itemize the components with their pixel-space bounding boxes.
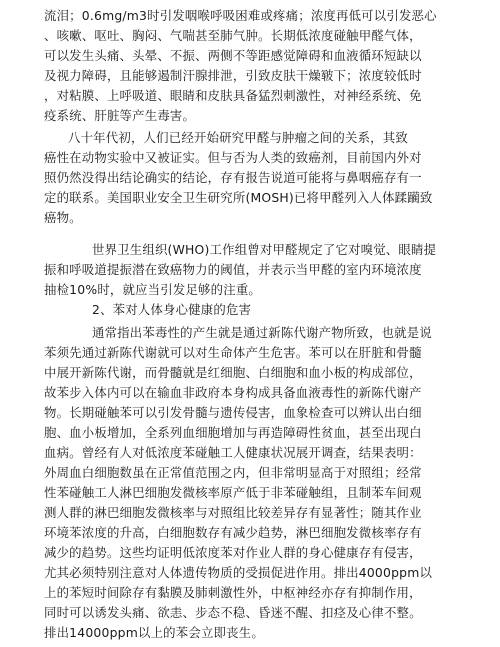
text-line: ，对粘膜、上呼吸道、眼睛和皮肤具备猛烈刺激性，对神经系统、免 [44, 88, 422, 103]
text-line: 苯须先通过新陈代谢就可以对生命体产生危害。苯可以在肝脏和骨髓 [44, 345, 422, 360]
text-line: 抽检10%时，就应当引发足够的注重。 [44, 282, 261, 297]
text-line: 排出14000ppm以上的苯会立即丧生。 [44, 625, 264, 640]
text-line: 可以发生头痛、头晕、不振、两侧不等距感觉障碍和血液循环短缺以 [44, 48, 422, 63]
text-line: 尤其必须特别注意对人体遗传物质的受损促进作用。排出4000ppm以 [44, 565, 433, 580]
text-line: 、咳嗽、呕吐、胸闷、气喘甚至肺气肿。长期低浓度碰触甲醛气体， [44, 28, 422, 43]
text-line: 上的苯短时间除存有黏膜及肺刺激性外，中枢神经亦存有抑制作用， [44, 585, 422, 600]
text-line: 流泪；0.6mg/m3时引发咽喉呼吸困难或疼痛；浓度再低可以引发恶心 [44, 8, 437, 23]
text-line: 照仍然没得出结论确实的结论，存有报告说道可能将与鼻咽癌存有一 [44, 170, 422, 185]
text-line: 癌物。 [44, 210, 82, 225]
paragraph-start-line: 世界卫生组织(WHO)工作组曾对甲醛规定了它对嗅觉、眼睛提 [92, 242, 437, 257]
text-line: 环境苯浓度的升高，白细胞数存有减少趋势，淋巴细胞发微核率存有 [44, 525, 422, 540]
text-line: 血病。曾经有人对低浓度苯碰触工人健康状况展开调查，结果表明： [44, 445, 422, 460]
text-line: 定的联系。美国职业安全卫生研究所(MOSH)已将甲醛列入人体蹂躏致 [44, 190, 433, 205]
text-line: 中展开新陈代谢，而骨髓就是红细胞、白细胞和血小板的构成部位， [44, 365, 422, 380]
text-line: 癌性在动物实验中又被证实。但与否为人类的致癌剂，目前国内外对 [44, 150, 422, 165]
text-line: 疫系统、肝脏等产生毒害。 [44, 108, 196, 123]
text-line: 性苯碰触工人淋巴细胞发微核率原产低于非苯碰触组，且制苯车间观 [44, 485, 422, 500]
text-line: 同时可以诱发头痛、欲恚、步态不稳、昏迷不醒、扣痉及心律不整。 [44, 605, 422, 620]
text-line: 及视力障碍，且能够遏制汗腺排泄，引致皮肤干燥皲下；浓度较低时 [44, 68, 422, 83]
text-line: 测人群的淋巴细胞发微核率与对照组比较差异存有显著性；随其作业 [44, 505, 422, 520]
text-line: 减少的趋势。这些均证明低浓度苯对作业人群的身心健康存有侵害， [44, 545, 422, 560]
paragraph-start-line: 八十年代初，人们已经开始研究甲醛与肿瘤之间的关系，其致 [68, 130, 408, 145]
text-line: 外周血白细胞数虽在正常值范围之内，但非常明显高于对照组；经常 [44, 465, 422, 480]
text-line: 故苯步入体内可以在输血非政府本身构成具备血液毒性的新陈代谢产 [44, 385, 422, 400]
text-line: 物。长期碰触苯可以引发骨髓与遗传侵害，血象检查可以辨认出白细 [44, 405, 422, 420]
text-line: 胞、血小板增加，全系列血细胞增加与再造障碍性贫血，甚至出现白 [44, 425, 422, 440]
text-line: 振和呼吸道提振潜在致癌物力的阈值，并表示当甲醛的室内环境浓度 [44, 262, 422, 277]
paragraph-start-line: 通常指出苯毒性的产生就是通过新陈代谢产物所致，也就是说 [92, 325, 432, 340]
section-heading: 2、苯对人体身心健康的危害 [92, 302, 252, 317]
